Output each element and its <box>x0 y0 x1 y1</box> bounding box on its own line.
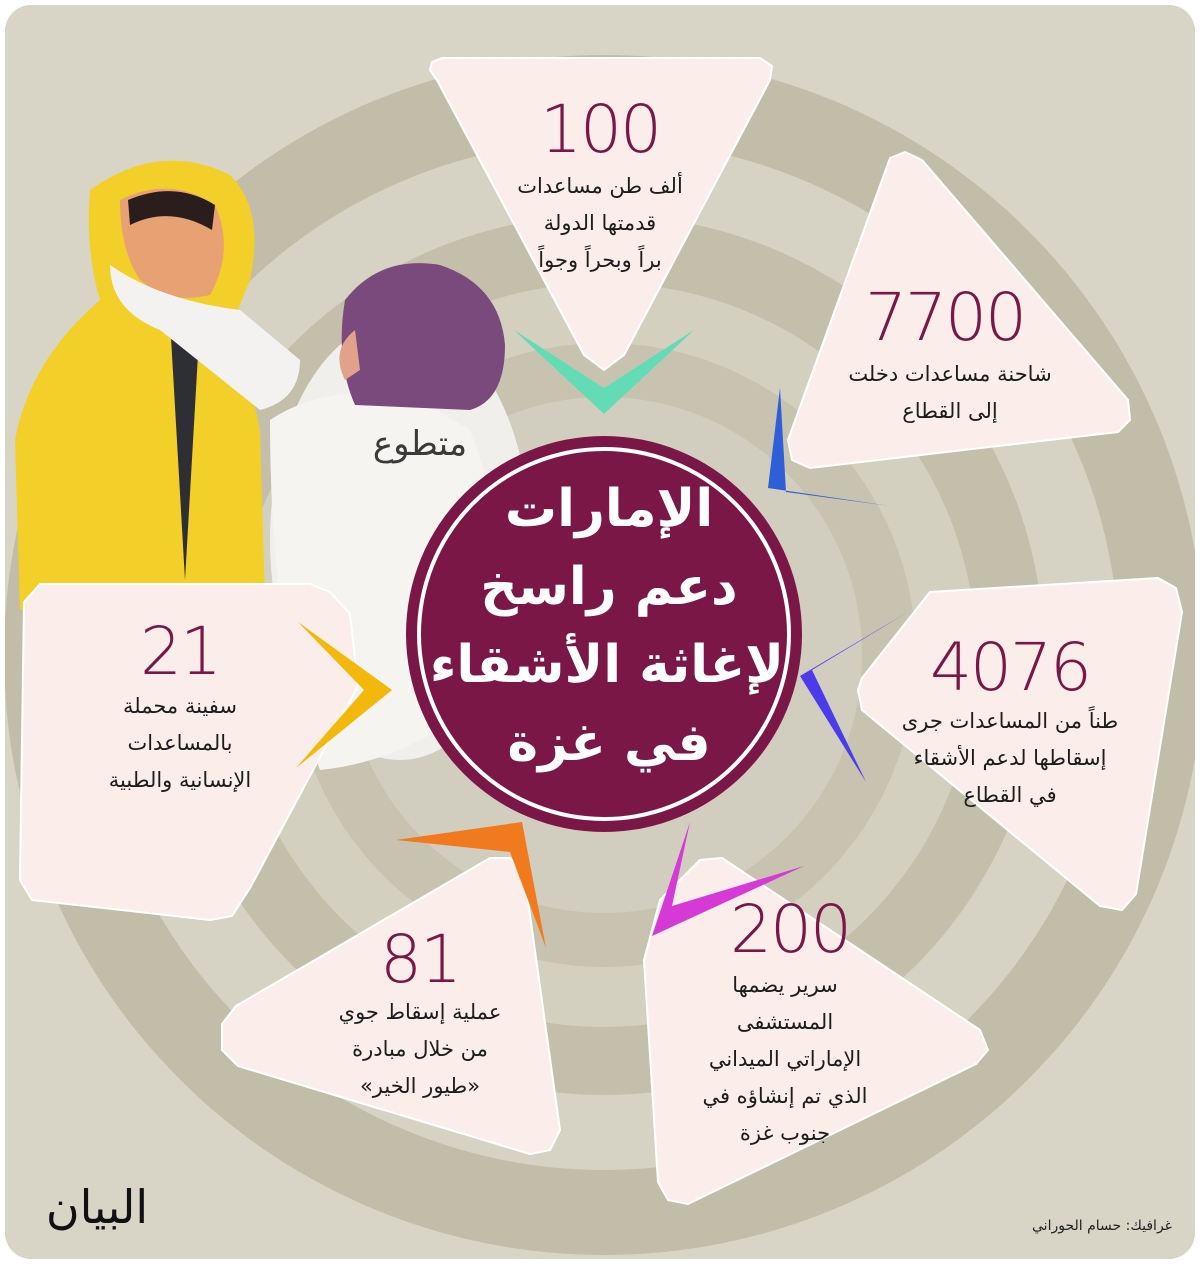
stat-caption-hospital-beds: سرير يضمها المستشفى الإماراتي الميداني الذي تم إنشاؤه في جنوب غزة <box>702 973 868 1145</box>
stat-number-airdrops-tons: 4076 <box>930 629 1090 706</box>
stat-number-trucks: 7700 <box>865 279 1025 356</box>
al-bayan-logo: البيان <box>45 1180 149 1234</box>
stat-caption-airdrop-operations: عملية إسقاط جوي من خلال مبادرة «طيور الخير» <box>338 1000 502 1098</box>
stat-number-hospital-beds: 200 <box>730 891 850 968</box>
stat-caption-airdrops-tons: طناً من المساعدات جرى إسقاطها لدعم الأشقاء في القطاع <box>901 709 1119 807</box>
title-line-4: في غزة <box>507 713 711 773</box>
stat-number-ships: 21 <box>140 613 220 690</box>
stat-caption-trucks: شاحنة مساعدات دخلت إلى القطاع <box>848 362 1052 423</box>
photo-label: متطوع <box>372 424 468 464</box>
stat-caption-ships: سفينة محملة بالمساعدات الإنسانية والطبية <box>108 694 252 792</box>
title-line-1: الإمارات <box>504 479 714 539</box>
stat-caption-aid-tons: ألف طن مساعدات قدمتها الدولة براً وبحراً وجواً <box>517 174 683 272</box>
stat-number-airdrop-operations: 81 <box>380 921 460 998</box>
stat-number-aid-tons: 100 <box>540 91 660 168</box>
graphic-credit: غرافيك: حسام الحوراني <box>1032 1218 1172 1234</box>
title-line-3: لإغاثة الأشقاء <box>429 635 784 695</box>
title-line-2: دعم راسخ <box>480 557 738 617</box>
